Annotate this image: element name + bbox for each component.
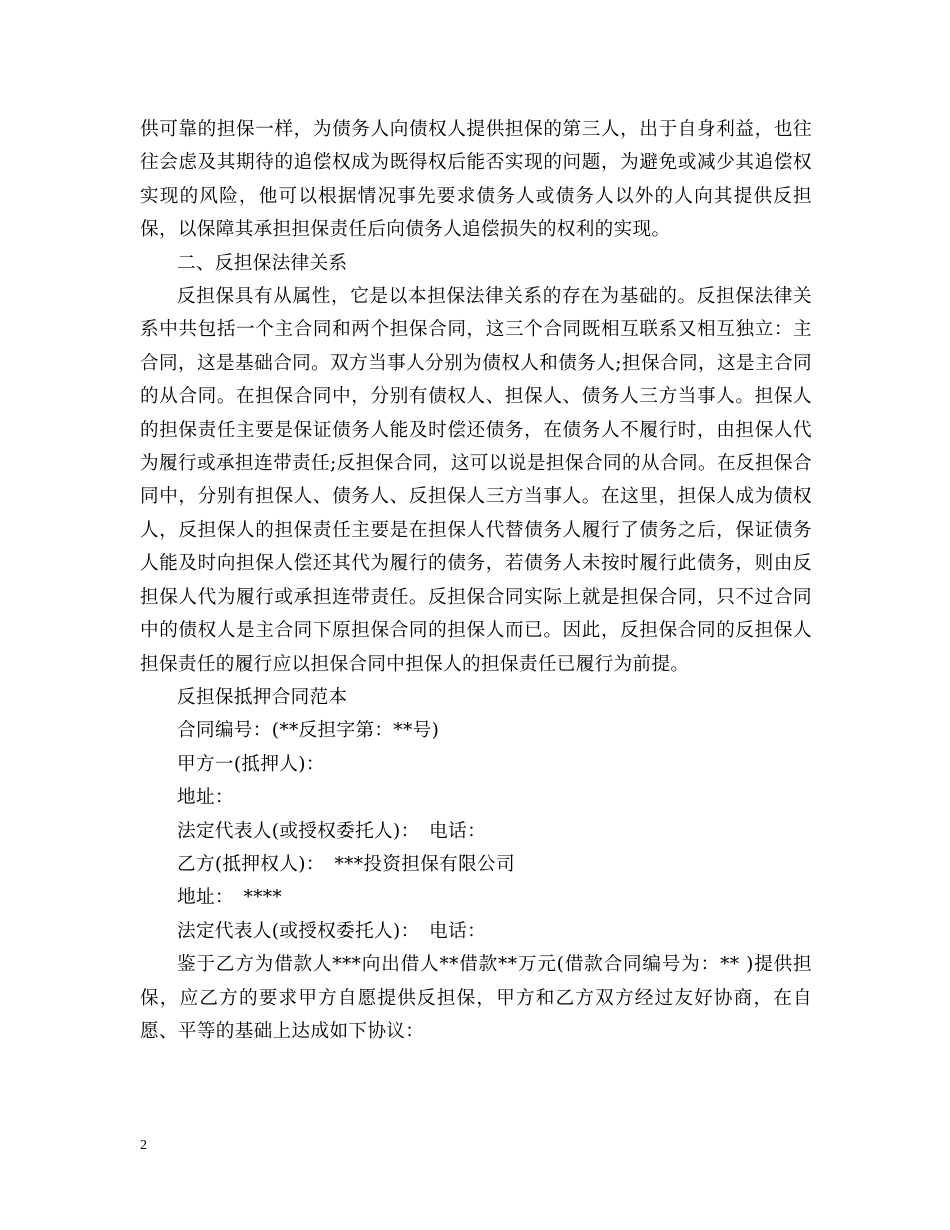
party-a-address-line: 地址： xyxy=(177,787,234,809)
paragraph-counter-guarantee-explanation: 反担保具有从属性，它是以本担保法律关系的存在为基础的。反担保法律关系中共包括一个主合同和两个担保合同，这三个合同既相互联系又相互独立：主合同，这是基础合同。双方当事人分别为债权人和债务人;担保合同，这是主合同的从合同。在担保合同中，分别有债权人、担保人、债务人三方当事人。担保人的担保责任主要是保证债务人能及时偿还债务，在债务人不履行时，由担保人代为履行或承担连带责任;反担保合同，这可以说是担保合同的从合同。在反担保合同中，分别有担保人、债务人、反担保人三方当事人。在这里，担保人成为债权人，反担保人的担保责任主要是在担保人代替债务人履行了债务之后，保证债务人能及时向担保人偿还其代为履行的债务，若债务人未按时履行此债务，则由反担保人代为履行或承担连带责任。反担保合同实际上就是担保合同，只不过合同中的债权人是主合同下原担保合同的担保人而已。因此，反担保合同的反担保人担保责任的履行应以担保合同中担保人的担保责任已履行为前提。 xyxy=(140,286,812,675)
page-number: 2 xyxy=(140,1138,147,1153)
section-heading-counter-guarantee-relation: 二、反担保法律关系 xyxy=(177,252,348,274)
party-a-representative-line: 法定代表人(或授权委托人)： 电话： xyxy=(177,820,487,842)
contract-template-title: 反担保抵押合同范本 xyxy=(177,686,348,708)
party-a-line: 甲方一(抵押人)： xyxy=(177,753,325,775)
party-b-representative-line: 法定代表人(或授权委托人)： 电话： xyxy=(177,920,487,942)
paragraph-intro-continued: 供可靠的担保一样，为债务人向债权人提供担保的第三人，出于自身利益，也往往会虑及其期待的追偿权成为既得权后能否实现的问题，为避免或减少其追偿权实现的风险，他可以根据情况事先要求债务人或债务人以外的人向其提供反担保，以保障其承担担保责任后向债务人追偿损失的权利的实现。 xyxy=(140,119,812,241)
party-b-line: 乙方(抵押权人)： ***投资担保有限公司 xyxy=(177,853,515,875)
paragraph-agreement-preamble: 鉴于乙方为借款人***向出借人**借款**万元(借款合同编号为：** )提供担保，应乙方的要求甲方自愿提供反担保，甲方和乙方双方经过友好协商，在自愿、平等的基础上达成如下协议： xyxy=(140,954,812,1042)
contract-number-line: 合同编号：(**反担字第：**号) xyxy=(177,720,440,742)
document-body xyxy=(140,113,812,1048)
party-b-address-line: 地址： **** xyxy=(177,887,283,909)
